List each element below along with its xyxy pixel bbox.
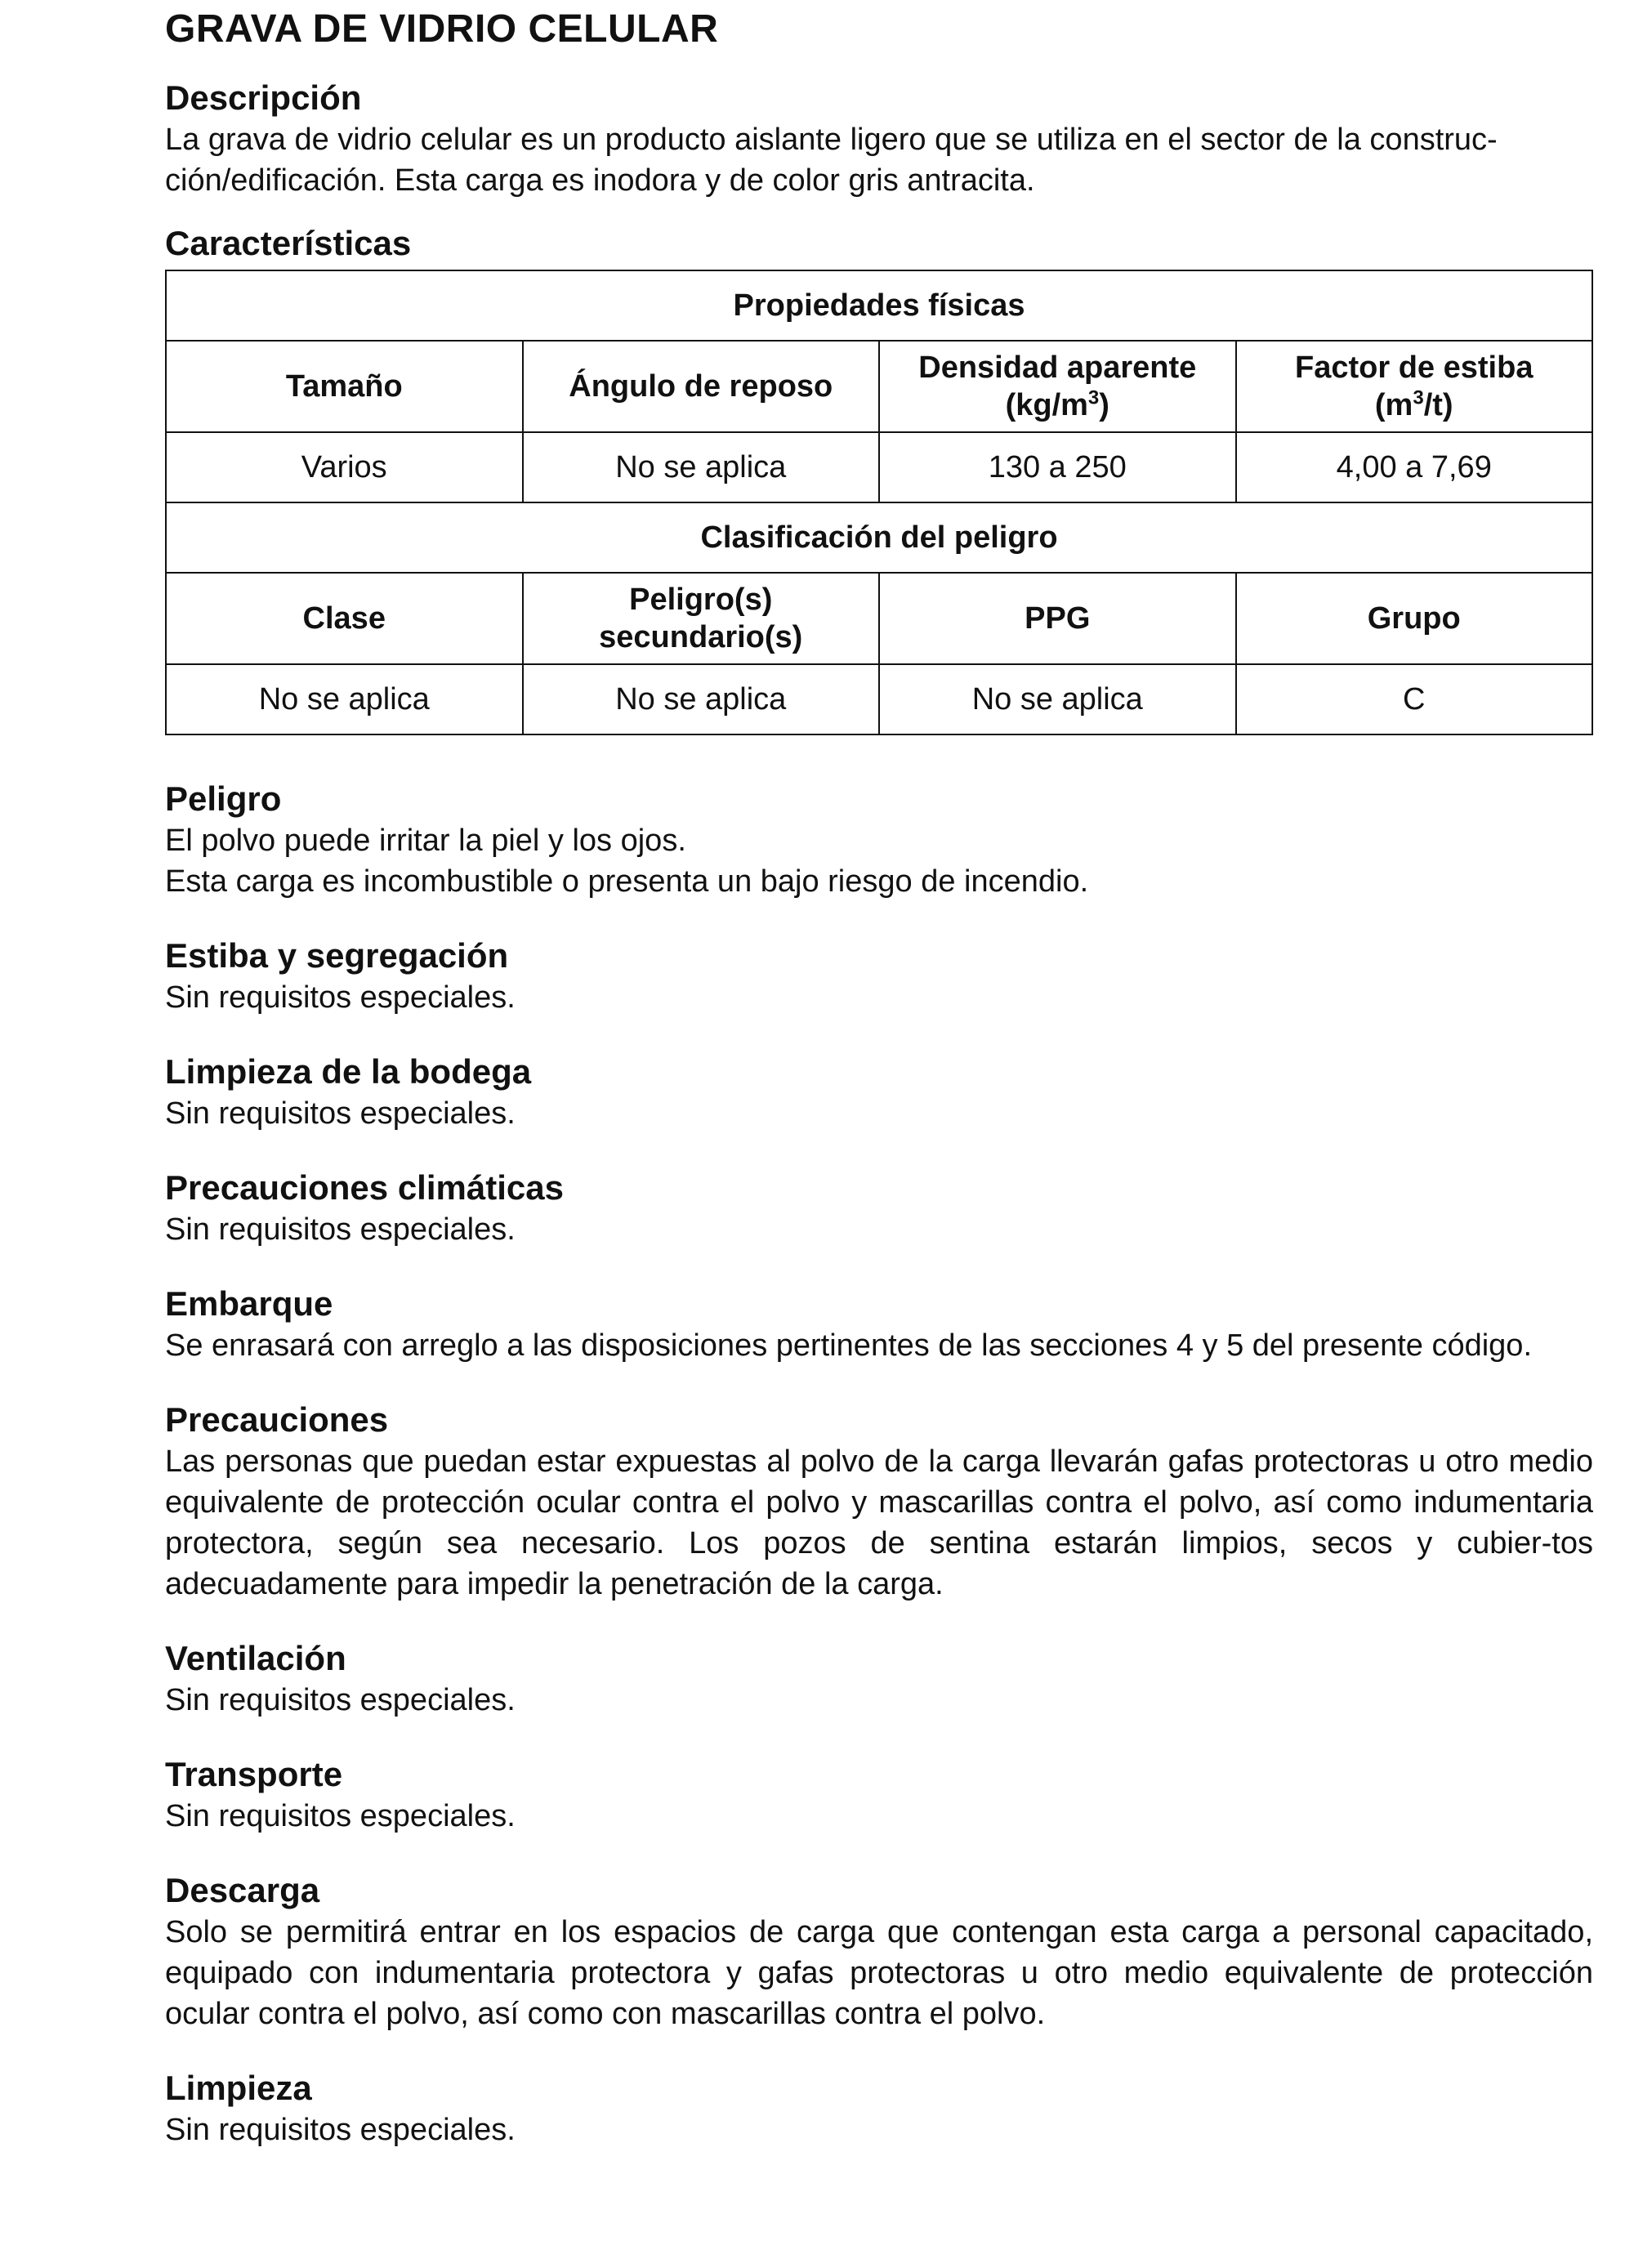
header-line: Densidad aparente bbox=[918, 350, 1197, 385]
column-header-angulo: Ángulo de reposo bbox=[523, 341, 880, 432]
section-heading: Peligro bbox=[165, 779, 282, 818]
section-limpieza bbox=[165, 2067, 1593, 2150]
section-text: Sin requisitos especiales. bbox=[165, 980, 516, 1015]
header-line: secundario(s) bbox=[599, 620, 803, 654]
section-transporte bbox=[165, 1753, 1593, 1837]
table-cell: No se aplica bbox=[523, 664, 880, 734]
table-cell: No se aplica bbox=[879, 664, 1236, 734]
header-unit-post: /t) bbox=[1423, 388, 1453, 422]
column-header-clase: Clase bbox=[166, 573, 523, 664]
column-header-densidad bbox=[879, 341, 1236, 432]
column-header-peligro bbox=[523, 573, 880, 664]
section-text-line: La grava de vidrio celular es un producto aislante ligero que se utiliza en el sector de la construc- bbox=[165, 123, 1498, 157]
section-text: Las personas que puedan estar expuestas al polvo de la carga llevarán gafas protectoras u otro medio equivalente de protección ocular contra el polvo y mascarillas contra el polvo, así como indumentaria protectora, según sea necesario. Los pozos de sentina estarán limpios, secos y cubier-tos adecuadamente para impedir la penetración de la carga. bbox=[165, 1444, 1593, 1601]
section-heading: Embarque bbox=[165, 1284, 333, 1323]
section-heading: Limpieza bbox=[165, 2069, 312, 2107]
section-estiba bbox=[165, 935, 1593, 1018]
header-unit-sup: 3 bbox=[1413, 386, 1424, 409]
section-descarga bbox=[165, 1869, 1593, 2034]
table-cell: Varios bbox=[166, 432, 523, 502]
header-line: Peligro(s) bbox=[629, 583, 773, 617]
section-heading: Características bbox=[165, 224, 412, 262]
section-limpieza-bodega bbox=[165, 1051, 1593, 1134]
section-text: Sin requisitos especiales. bbox=[165, 1799, 516, 1833]
section-heading: Limpieza de la bodega bbox=[165, 1052, 532, 1091]
header-unit-pre: (kg/m bbox=[1005, 388, 1088, 422]
section-text-line: ción/edificación. Esta carga es inodora y de color gris antracita. bbox=[165, 163, 1035, 198]
header-unit-post: ) bbox=[1099, 388, 1109, 422]
section-caracteristicas bbox=[165, 222, 1593, 735]
section-precauciones-climaticas bbox=[165, 1167, 1593, 1250]
section-heading: Descarga bbox=[165, 1871, 320, 1909]
header-unit-pre: (m bbox=[1374, 388, 1413, 422]
document-page bbox=[165, 0, 1593, 2150]
section-precauciones bbox=[165, 1399, 1593, 1605]
section-heading: Estiba y segregación bbox=[165, 936, 509, 975]
table-row bbox=[166, 664, 1592, 734]
section-text-line: Esta carga es incombustible o presenta un bajo riesgo de incendio. bbox=[165, 864, 1089, 899]
table-cell: No se aplica bbox=[166, 664, 523, 734]
characteristics-table bbox=[165, 270, 1593, 735]
header-unit-sup: 3 bbox=[1087, 386, 1100, 409]
section-heading: Descripción bbox=[165, 78, 362, 117]
table-cell: C bbox=[1236, 664, 1593, 734]
column-header-factor bbox=[1236, 341, 1593, 432]
section-text: Sin requisitos especiales. bbox=[165, 2113, 516, 2147]
column-header-ppg: PPG bbox=[879, 573, 1236, 664]
hazard-classification-header: Clasificación del peligro bbox=[166, 502, 1592, 573]
section-text: Sin requisitos especiales. bbox=[165, 1212, 516, 1247]
section-text: Sin requisitos especiales. bbox=[165, 1096, 516, 1131]
section-heading: Transporte bbox=[165, 1755, 343, 1793]
section-heading: Precauciones climáticas bbox=[165, 1168, 564, 1207]
section-text: Solo se permitirá entrar en los espacios de carga que contengan esta carga a personal capacitado, equipado con indumentaria protectora y gafas protectoras u otro medio equivalente de protección ocular contra el polvo, así como con mascarillas contra el polvo. bbox=[165, 1915, 1593, 2031]
section-embarque bbox=[165, 1283, 1593, 1366]
table-cell: No se aplica bbox=[523, 432, 880, 502]
section-ventilacion bbox=[165, 1637, 1593, 1721]
section-text: Se enrasará con arreglo a las disposiciones pertinentes de las secciones 4 y 5 del presente código. bbox=[165, 1328, 1533, 1363]
section-descripcion bbox=[165, 77, 1593, 201]
column-header-grupo: Grupo bbox=[1236, 573, 1593, 664]
header-line: Factor de estiba bbox=[1295, 350, 1534, 385]
table-row bbox=[166, 432, 1592, 502]
table-band-row bbox=[166, 502, 1592, 573]
table-cell: 130 a 250 bbox=[879, 432, 1236, 502]
table-header-row bbox=[166, 573, 1592, 664]
section-text: Sin requisitos especiales. bbox=[165, 1683, 516, 1717]
section-heading: Ventilación bbox=[165, 1639, 346, 1677]
document-title: GRAVA DE VIDRIO CELULAR bbox=[165, 7, 719, 51]
physical-properties-header: Propiedades físicas bbox=[166, 270, 1592, 341]
table-band-row bbox=[166, 270, 1592, 341]
column-header-tamano: Tamaño bbox=[166, 341, 523, 432]
section-heading: Precauciones bbox=[165, 1400, 389, 1439]
table-cell: 4,00 a 7,69 bbox=[1236, 432, 1593, 502]
section-peligro bbox=[165, 778, 1593, 902]
section-text-line: El polvo puede irritar la piel y los ojos. bbox=[165, 824, 686, 858]
table-header-row bbox=[166, 341, 1592, 432]
